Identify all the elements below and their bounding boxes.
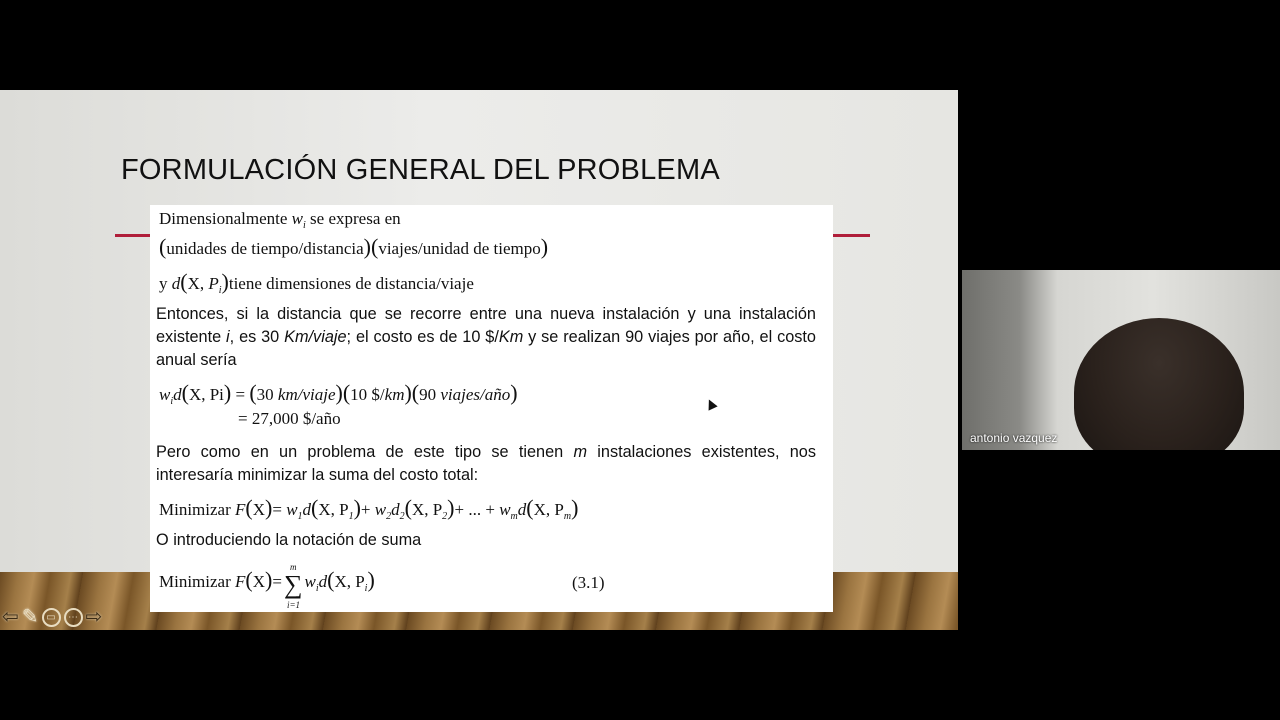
text-segment: ) bbox=[221, 269, 229, 294]
text-segment: + bbox=[360, 500, 375, 519]
text-segment: , es 30 bbox=[229, 328, 285, 346]
slide-title: FORMULACIÓN GENERAL DEL PROBLEMA bbox=[121, 154, 720, 186]
text-segment: F bbox=[235, 500, 246, 519]
see-all-slides-icon[interactable]: ▭ bbox=[42, 608, 61, 627]
slide-text-line bbox=[159, 209, 401, 231]
text-segment: d bbox=[391, 500, 400, 519]
text-segment: Dimensionalmente bbox=[159, 209, 292, 228]
text-segment: X, P bbox=[411, 500, 443, 519]
text-segment: )( bbox=[335, 380, 351, 405]
text-segment: ( bbox=[245, 567, 253, 592]
text-segment: + ... + bbox=[454, 500, 500, 519]
text-segment: ( bbox=[245, 495, 253, 520]
text-segment: X, P bbox=[318, 500, 349, 519]
text-segment: X bbox=[252, 572, 266, 591]
text-segment: 2 bbox=[442, 511, 448, 522]
text-segment: ( bbox=[327, 567, 335, 592]
text-segment: Minimizar bbox=[159, 572, 236, 591]
presentation-slide bbox=[0, 90, 958, 630]
text-segment: i bbox=[315, 583, 319, 594]
title-underline-left bbox=[115, 234, 150, 237]
text-segment: d bbox=[517, 500, 527, 519]
slide-text-line bbox=[159, 380, 518, 407]
text-segment: i bbox=[170, 396, 174, 407]
text-segment: ) bbox=[447, 495, 455, 520]
text-segment: km bbox=[384, 385, 405, 404]
text-segment: ) bbox=[540, 234, 549, 259]
text-segment: F bbox=[235, 572, 246, 591]
text-segment: d bbox=[318, 572, 328, 591]
text-segment: d bbox=[173, 385, 182, 404]
slideshow-controls bbox=[2, 608, 102, 627]
text-segment: w bbox=[374, 500, 387, 519]
text-segment: X, Pi bbox=[188, 385, 224, 404]
text-segment: Pero como en un problema de este tipo se tienen bbox=[156, 443, 574, 461]
pen-icon[interactable]: ✎ bbox=[21, 606, 39, 628]
text-segment: ( bbox=[404, 495, 412, 520]
next-slide-icon[interactable]: ⇨ bbox=[85, 606, 103, 628]
text-segment: Entonces, si la distancia que se recorre entre una nueva instalación y una instalación existente bbox=[156, 305, 816, 346]
slide-text-line bbox=[159, 234, 548, 260]
text-segment: X bbox=[252, 500, 266, 519]
text-segment: i bbox=[364, 583, 368, 594]
text-segment: X, P bbox=[334, 572, 365, 591]
text-segment: ) bbox=[265, 567, 273, 592]
slide-text-line bbox=[156, 303, 816, 372]
text-segment: = 27,000 $/año bbox=[238, 409, 341, 428]
text-segment: O introduciendo la notación de suma bbox=[156, 531, 422, 549]
text-segment: 10 $/ bbox=[350, 385, 385, 404]
text-segment: 2 bbox=[386, 511, 392, 522]
text-segment: viajes/unidad de tiempo bbox=[378, 239, 541, 258]
text-segment: )( bbox=[404, 380, 420, 405]
text-segment: m bbox=[510, 511, 518, 522]
text-segment: Minimizar bbox=[159, 500, 236, 519]
text-segment: ( bbox=[180, 269, 188, 294]
text-segment: Km bbox=[498, 328, 524, 346]
text-segment: ) bbox=[265, 495, 273, 520]
text-segment: ) bbox=[367, 567, 375, 592]
text-segment: , bbox=[199, 274, 209, 293]
text-segment: d bbox=[171, 274, 181, 293]
slide-content-box bbox=[150, 205, 833, 612]
summation-symbol bbox=[283, 562, 303, 610]
text-segment: i bbox=[303, 220, 306, 231]
participant-video-tile[interactable] bbox=[962, 270, 1280, 450]
previous-slide-icon[interactable]: ⇦ bbox=[2, 606, 19, 628]
participant-name: antonio vazquez bbox=[970, 431, 1058, 445]
text-segment: ( bbox=[159, 234, 167, 259]
text-segment: d bbox=[302, 500, 312, 519]
text-segment: = bbox=[272, 572, 282, 591]
text-segment: X, P bbox=[533, 500, 564, 519]
text-segment: ( bbox=[249, 380, 257, 405]
text-segment: m bbox=[573, 443, 588, 461]
text-segment: 30 bbox=[256, 385, 278, 404]
text-segment: ( bbox=[526, 495, 534, 520]
text-segment: i bbox=[226, 328, 230, 346]
text-segment: = bbox=[272, 500, 287, 519]
text-segment: P bbox=[208, 274, 219, 293]
text-segment: 1 bbox=[297, 511, 303, 522]
text-segment: w bbox=[286, 500, 298, 519]
participant-video bbox=[1074, 318, 1244, 450]
slide-text-line bbox=[159, 562, 375, 610]
text-segment: ( bbox=[311, 495, 319, 520]
text-segment: Km/viaje bbox=[284, 328, 347, 346]
sum-upper: m bbox=[289, 562, 297, 572]
text-segment: y se realizan 90 viajes por año, el costo anual sería bbox=[156, 328, 816, 369]
text-segment: w bbox=[291, 209, 304, 228]
slide-text-line bbox=[238, 409, 341, 429]
slide-text-line bbox=[159, 495, 578, 522]
text-segment: w bbox=[304, 572, 316, 591]
text-segment: = bbox=[231, 385, 250, 404]
text-segment: se expresa en bbox=[305, 209, 401, 228]
text-segment: viajes/año bbox=[440, 385, 511, 404]
text-segment: tiene dimensiones de distancia/viaje bbox=[228, 274, 474, 293]
text-segment: ( bbox=[181, 380, 189, 405]
sum-sign: ∑ bbox=[283, 570, 303, 599]
slide-text-line bbox=[159, 269, 474, 296]
title-underline-right bbox=[833, 234, 870, 237]
text-segment: 2 bbox=[399, 511, 405, 522]
text-segment: ; el costo es de 10 $/ bbox=[346, 328, 499, 346]
text-segment: ) bbox=[571, 495, 579, 520]
sum-lower: i=1 bbox=[286, 600, 301, 610]
text-segment: instalaciones existentes, nos interesaría minimizar la suma del costo total: bbox=[156, 443, 816, 484]
text-segment: X bbox=[187, 274, 200, 293]
text-segment: i bbox=[218, 285, 222, 296]
text-segment: y bbox=[159, 274, 172, 293]
text-segment: )( bbox=[363, 234, 379, 259]
text-segment: 90 bbox=[419, 385, 441, 404]
slide-text-line bbox=[156, 529, 816, 552]
text-segment: m bbox=[563, 511, 572, 522]
text-segment: w bbox=[499, 500, 511, 519]
equation-number: (3.1) bbox=[572, 573, 605, 592]
text-segment: ) bbox=[510, 380, 518, 405]
text-segment: w bbox=[159, 385, 171, 404]
text-segment: ) bbox=[223, 380, 232, 405]
text-segment: 1 bbox=[348, 511, 354, 522]
text-segment: km/viaje bbox=[277, 385, 336, 404]
text-segment: ) bbox=[353, 495, 361, 520]
more-options-icon[interactable]: ⋯ bbox=[64, 608, 83, 627]
text-segment: unidades de tiempo/distancia bbox=[166, 239, 364, 258]
slide-text-line bbox=[156, 441, 816, 487]
